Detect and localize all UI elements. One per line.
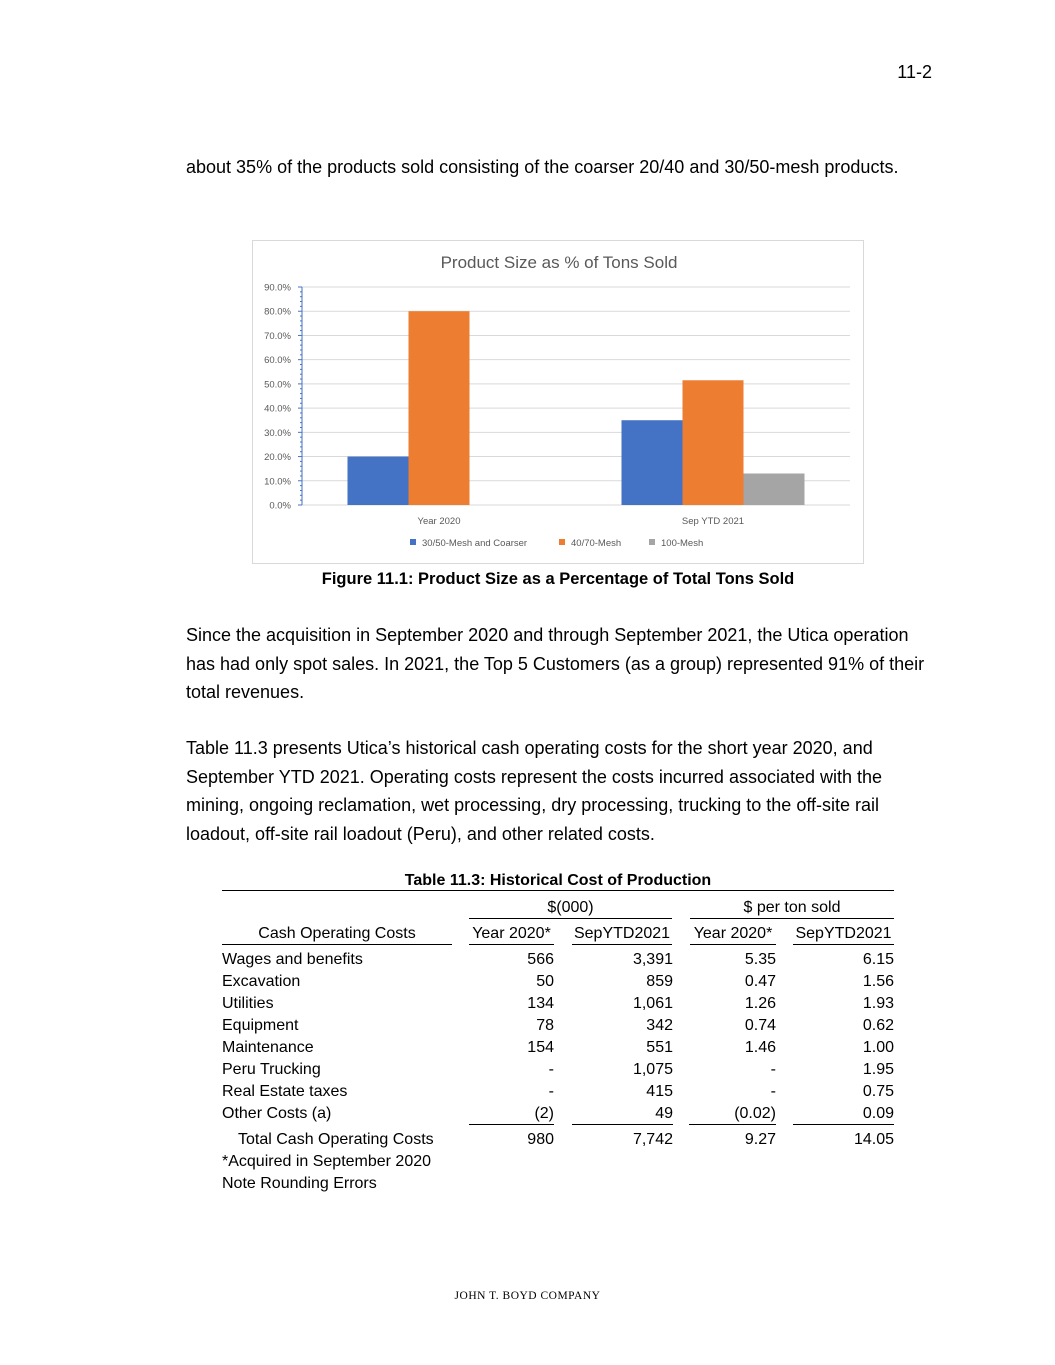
col-header-year2020-k: Year 2020*: [469, 925, 554, 945]
total-cell: 980: [527, 1131, 554, 1148]
cell: 551: [646, 1039, 673, 1056]
y-tick-label: 80.0%: [264, 306, 291, 318]
table-row: [222, 971, 894, 993]
y-tick-label: 50.0%: [264, 379, 291, 391]
total-label: Total Cash Operating Costs: [238, 1131, 434, 1148]
total-cell: 7,742: [632, 1131, 673, 1148]
cell: 1.26: [744, 995, 776, 1012]
product-size-chart: [252, 240, 864, 564]
cell: -: [548, 1083, 554, 1100]
chart-legend: [410, 538, 703, 549]
table-note: Note Rounding Errors: [222, 1175, 377, 1192]
cell: 0.75: [862, 1083, 894, 1100]
cell: 1.95: [862, 1061, 894, 1078]
paragraph-sales: Since the acquisition in September 2020 and through September 2021, the Utica operation has had only spot sales. In 2021, the Top 5 Customers (as a group) represented 91% of their total revenues.: [186, 625, 925, 702]
row-label: Equipment: [222, 1017, 299, 1034]
total-cell: 9.27: [744, 1131, 776, 1148]
cell: 0.47: [744, 973, 776, 990]
row-label: Excavation: [222, 973, 301, 990]
x-tick-label: Year 2020: [417, 516, 461, 527]
cell: -: [548, 1061, 554, 1078]
cell: 3,391: [632, 951, 673, 968]
cell: 415: [646, 1083, 673, 1100]
row-label: Maintenance: [222, 1039, 314, 1056]
cell: 5.35: [744, 951, 776, 968]
y-tick-label: 60.0%: [264, 355, 291, 367]
bar: [683, 380, 744, 505]
table-row: [222, 1015, 894, 1037]
y-tick-label: 0.0%: [269, 500, 291, 512]
legend-swatch: [559, 539, 565, 545]
cell: 1.46: [744, 1039, 776, 1056]
col-header-sepytd-ton: SepYTD2021: [793, 925, 894, 945]
table-row: [222, 1103, 894, 1125]
row-label: Real Estate taxes: [222, 1083, 348, 1100]
paragraph-costs: Table 11.3 presents Utica’s historical cash operating costs for the short year 2020, and September YTD 2021. Operating costs represent the costs incurred associated with the mining, ongoing reclamation, wet processing, dry processing, trucking to the off-site rail loadout, off-site rail loadout (Peru), and other related costs.: [186, 738, 883, 844]
table-row: [222, 1059, 894, 1081]
page-number: 11-2: [897, 62, 932, 82]
cell: -: [770, 1083, 776, 1100]
bar: [348, 457, 409, 505]
cell: 1.93: [862, 995, 894, 1012]
bar: [622, 420, 683, 505]
y-tick-label: 40.0%: [264, 403, 291, 415]
cell: 859: [646, 973, 673, 990]
row-label: Utilities: [222, 995, 274, 1012]
cell: 0.62: [862, 1017, 894, 1034]
legend-swatch: [410, 539, 416, 545]
cell: 1.00: [862, 1039, 894, 1056]
table-total-row: [222, 1129, 894, 1151]
bar: [409, 311, 470, 505]
figure-caption: Figure 11.1: Product Size as a Percentage of Total Tons Sold: [321, 570, 795, 588]
table-row: [222, 949, 894, 971]
table-note: *Acquired in September 2020: [222, 1153, 432, 1170]
y-tick-label: 30.0%: [264, 427, 291, 439]
table-row: [222, 1037, 894, 1059]
table-row: [222, 1081, 894, 1103]
legend-swatch: [649, 539, 655, 545]
y-tick-label: 70.0%: [264, 330, 291, 342]
company-footer: JOHN T. BOYD COMPANY: [454, 1290, 601, 1302]
col-header-sepytd-k: SepYTD2021: [572, 925, 672, 945]
group-header-per-ton: $ per ton sold: [690, 899, 894, 919]
cell: 1,075: [632, 1061, 673, 1078]
cell: 0.74: [744, 1017, 776, 1034]
row-label: Other Costs (a): [222, 1105, 332, 1122]
cell: 342: [646, 1017, 673, 1034]
cell: (2): [469, 1103, 554, 1125]
row-label: Peru Trucking: [222, 1061, 321, 1078]
cell: 154: [527, 1039, 554, 1056]
table-title: Table 11.3: Historical Cost of Production: [404, 872, 712, 889]
group-header-thousands: $(000): [469, 899, 672, 919]
cell: (0.02): [689, 1103, 776, 1125]
chart-title: Product Size as % of Tons Sold: [440, 253, 678, 272]
paragraph-intro: about 35% of the products sold consisting of the coarser 20/40 and 30/50-mesh products.: [186, 157, 899, 177]
cell: 1.56: [862, 973, 894, 990]
cell: 0.09: [793, 1103, 894, 1125]
table-top-rule: [222, 890, 894, 891]
cell: 134: [527, 995, 554, 1012]
chart-svg: [253, 241, 865, 565]
y-tick-label: 90.0%: [264, 282, 291, 294]
cell: -: [770, 1061, 776, 1078]
bar: [744, 474, 805, 505]
cell: 566: [527, 951, 554, 968]
cell: 1,061: [632, 995, 673, 1012]
cost-table: [222, 949, 894, 1195]
y-tick-label: 20.0%: [264, 452, 291, 464]
col-header-costs: Cash Operating Costs: [222, 925, 452, 945]
cell: 78: [536, 1017, 554, 1034]
table-row: [222, 993, 894, 1015]
row-label: Wages and benefits: [222, 951, 363, 968]
col-header-year2020-ton: Year 2020*: [690, 925, 776, 945]
x-tick-label: Sep YTD 2021: [681, 516, 745, 527]
legend-label: 40/70-Mesh: [571, 538, 622, 549]
y-tick-label: 10.0%: [264, 476, 291, 488]
legend-label: 30/50-Mesh and Coarser: [422, 538, 528, 549]
cell: 50: [536, 973, 554, 990]
cell: 6.15: [862, 951, 894, 968]
cell: 49: [572, 1103, 673, 1125]
legend-label: 100-Mesh: [661, 538, 704, 549]
total-cell: 14.05: [853, 1131, 894, 1148]
